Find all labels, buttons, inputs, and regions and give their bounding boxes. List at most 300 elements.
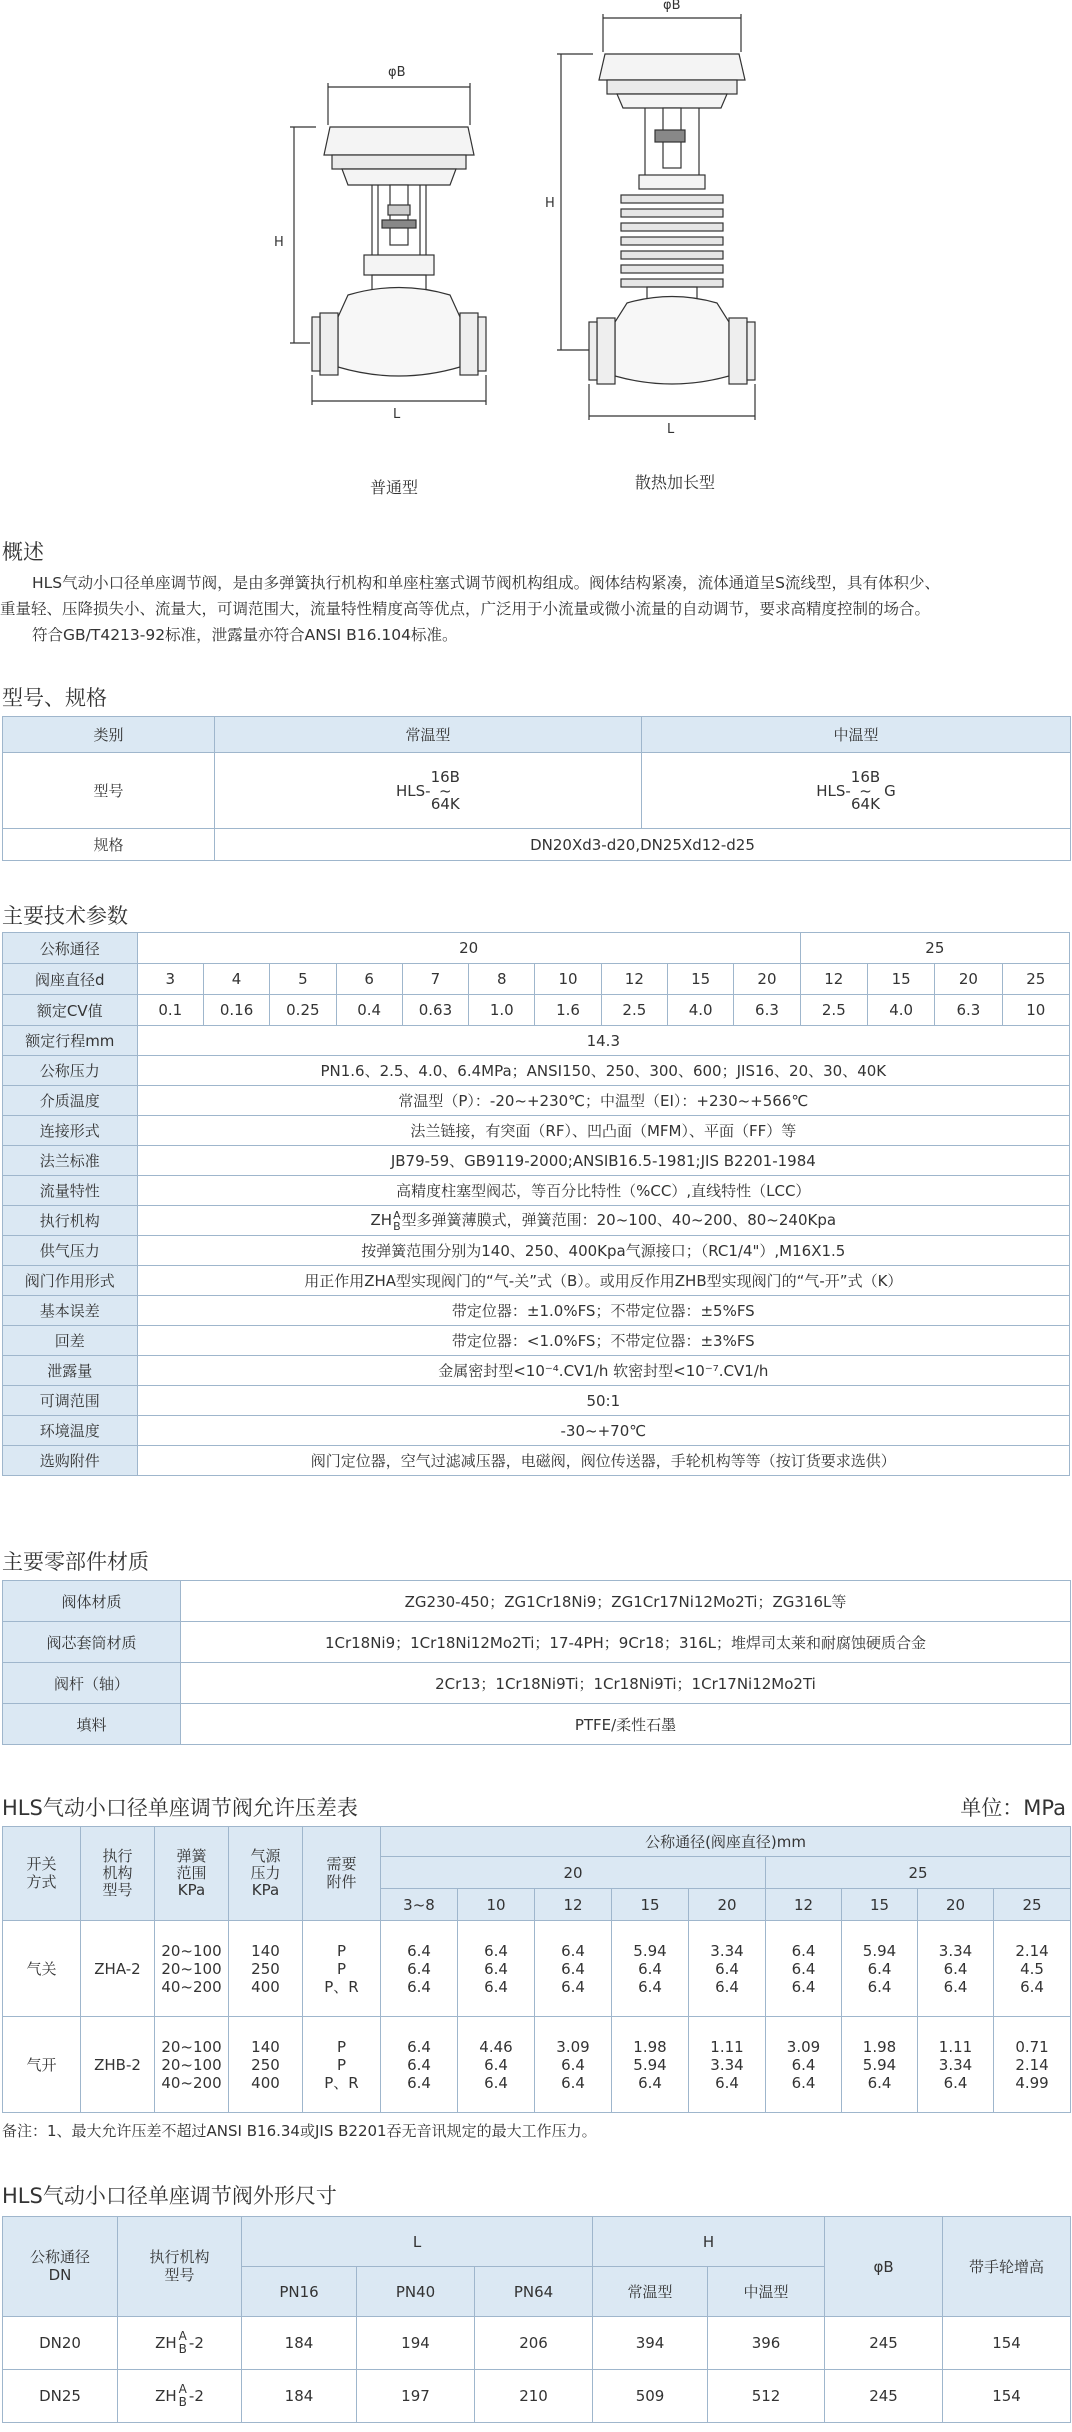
pressure-value-line: 6.4 <box>791 2055 816 2074</box>
valve-standard-drawing <box>260 55 530 455</box>
pressure-value-line: 6.4 <box>561 1977 585 1996</box>
param-label: 介质温度 <box>3 1086 138 1116</box>
param-label: 流量特性 <box>3 1176 138 1206</box>
model-tilde: ~ <box>859 781 872 800</box>
dim-l-label: L <box>393 407 401 422</box>
param-value-text: 带定位器：<1.0%FS；不带定位器：±3%FS <box>451 1332 755 1350</box>
cv-cell: 0.1 <box>137 995 203 1026</box>
pressure-spring-line: 40~200 <box>161 2073 222 2092</box>
pressure-acc-line: P、R <box>324 1977 359 1996</box>
pressure-seat-cell: 12 <box>766 1889 842 1921</box>
pressure-air-line: 140 <box>251 2037 280 2056</box>
pressure-value <box>458 2017 535 2113</box>
param-value <box>137 1266 1069 1296</box>
pressure-value-line: 6.4 <box>867 1959 892 1978</box>
param-value-text: 金属密封型<10⁻⁴.CV1/h 软密封型<10⁻⁷.CV1/h <box>438 1362 769 1380</box>
actuator-variant <box>179 2330 187 2356</box>
seat-cell: 15 <box>867 964 934 995</box>
param-value <box>137 1416 1069 1446</box>
param-label: 连接形式 <box>3 1116 138 1146</box>
dims-pn64: 210 <box>475 2370 593 2423</box>
param-value-text: 高精度柱塞型阀芯，等百分比特性（%CC）,直线特性（LCC） <box>396 1182 811 1200</box>
param-row <box>3 1416 1070 1446</box>
pressure-value <box>612 2017 689 2113</box>
dims-pn40: 197 <box>357 2370 475 2423</box>
pressure-value-line: 3.34 <box>938 1941 973 1960</box>
dims-actuator-model <box>155 2330 204 2356</box>
param-row <box>3 1056 1070 1086</box>
pressure-value-line: 4.99 <box>1015 2073 1049 2092</box>
h-acc <box>303 1827 381 1921</box>
h-spring <box>155 1827 229 1921</box>
pressure-seat-cell: 20 <box>918 1889 994 1921</box>
param-value <box>137 1146 1069 1176</box>
cv-cell: 2.5 <box>800 995 867 1026</box>
model-medium-value <box>642 753 1071 829</box>
pressure-seat-cell: 3~8 <box>381 1889 458 1921</box>
pressure-value-line: 6.4 <box>791 1977 816 1996</box>
seat-cell: 25 <box>1002 964 1069 995</box>
h-air <box>229 1827 303 1921</box>
overview-line-1: HLS气动小口径单座调节阀，是由多弹簧执行机构和单座柱塞式调节阀机构组成。阀体结构紧凑，流体通道呈S流线型，具有体积少、 <box>32 574 940 592</box>
actuator-a: A <box>178 2382 187 2396</box>
param-label: 可调范围 <box>3 1386 138 1416</box>
pressure-value-line: 6.4 <box>943 1959 968 1978</box>
dims-table <box>2 2216 1071 2423</box>
dims-pn16: 184 <box>242 2317 357 2370</box>
pressure-value <box>918 2017 994 2113</box>
material-label: 阀杆（轴） <box>3 1663 181 1704</box>
cv-cell: 1.0 <box>469 995 535 1026</box>
pressure-spring <box>155 2017 229 2113</box>
h-nominal: 公称通径(阀座直径)mm <box>381 1827 1071 1857</box>
param-value <box>137 1386 1069 1416</box>
pressure-acc-line: P <box>336 2037 347 2056</box>
pressure-mode: 气关 <box>3 1921 81 2017</box>
dim-b-label: φB <box>388 65 406 80</box>
pressure-seat-cell: 10 <box>458 1889 535 1921</box>
dims-normal: 509 <box>593 2370 708 2423</box>
pressure-value-line: 6.4 <box>484 1959 508 1978</box>
h-dn <box>3 2217 118 2317</box>
model-normal-value <box>215 753 642 829</box>
material-row <box>3 1581 1071 1622</box>
pressure-spring-line: 20~100 <box>161 2055 222 2074</box>
param-label: 额定行程mm <box>3 1026 138 1056</box>
pressure-value-line: 6.4 <box>867 2073 892 2092</box>
pressure-row <box>3 2017 1071 2113</box>
material-row <box>3 1663 1071 1704</box>
param-value-text: -30~+70℃ <box>560 1421 647 1440</box>
seat-cell: 12 <box>601 964 667 995</box>
pressure-value-line: 6.4 <box>943 1977 968 1996</box>
pressure-mode: 气开 <box>3 2017 81 2113</box>
param-label: 环境温度 <box>3 1416 138 1446</box>
h-acc-text: 需要附件 <box>326 1855 357 1891</box>
cv-cell: 2.5 <box>601 995 667 1026</box>
material-row <box>3 1704 1071 1745</box>
actuator-prefix: ZH <box>155 2334 177 2352</box>
param-row <box>3 1026 1070 1056</box>
pressure-value-line: 6.4 <box>484 1977 508 1996</box>
cv-cell: 0.16 <box>203 995 269 1026</box>
cv-cell: 4.0 <box>867 995 934 1026</box>
pressure-model: ZHA-2 <box>81 1921 155 2017</box>
params-title: 主要技术参数 <box>2 904 128 928</box>
pressure-value <box>689 2017 766 2113</box>
param-value <box>137 1086 1069 1116</box>
materials-table <box>2 1580 1071 1745</box>
actuator-suffix: -2 <box>188 2334 204 2352</box>
h-l: L <box>242 2217 593 2267</box>
pressure-value-line: 3.09 <box>556 2037 590 2056</box>
param-value-text: 阀门定位器，空气过滤减压器，电磁阀，阀位传送器，手轮机构等等（按订货要求选供） <box>310 1452 896 1470</box>
model-prefix: HLS- <box>816 781 851 800</box>
param-row <box>3 1236 1070 1266</box>
pressure-value-line: 4.5 <box>1020 1959 1044 1978</box>
pressure-value <box>918 1921 994 2017</box>
dims-pn16: 184 <box>242 2370 357 2423</box>
pressure-value-line: 6.4 <box>407 2055 431 2074</box>
h-actuator <box>118 2217 242 2317</box>
param-label: 泄露量 <box>3 1356 138 1386</box>
dims-medium: 512 <box>708 2370 825 2423</box>
param-label: 执行机构 <box>3 1206 138 1236</box>
pressure-value-line: 6.4 <box>638 2073 662 2092</box>
dims-hand: 154 <box>943 2317 1071 2370</box>
model-bottom: 64K <box>851 794 880 813</box>
param-label: 公称压力 <box>3 1056 138 1086</box>
dims-pn64: 206 <box>475 2317 593 2370</box>
pressure-value-line: 3.34 <box>710 1941 744 1960</box>
h-h: H <box>593 2217 825 2267</box>
model-table <box>2 716 1071 861</box>
valve-extended-drawing <box>545 0 805 440</box>
overview-line-2: 重量轻、压降损失小、流量大，可调范围大，流量特性精度高等优点，广泛用于小流量或微小流量的自动调节，要求高精度控制的场合。 <box>0 600 931 618</box>
pressure-value-line: 6.4 <box>484 1941 508 1960</box>
cv-cell: 10 <box>1002 995 1069 1026</box>
actuator-variant <box>179 2383 187 2409</box>
nominal-25: 25 <box>800 933 1069 964</box>
pressure-air-line: 250 <box>251 1959 280 1978</box>
pressure-value-line: 6.4 <box>715 1977 739 1996</box>
actuator-b: B <box>178 2342 187 2356</box>
cv-cell: 4.0 <box>667 995 733 1026</box>
pressure-air-line: 140 <box>251 1941 280 1960</box>
pressure-value <box>381 1921 458 2017</box>
model-top: 16B <box>430 767 460 786</box>
dims-l-sub: PN16 <box>242 2267 357 2317</box>
dims-dn: DN20 <box>3 2317 118 2370</box>
dims-hand: 154 <box>943 2370 1071 2423</box>
seat-cell: 20 <box>935 964 1002 995</box>
seat-cell: 6 <box>336 964 402 995</box>
param-value <box>137 1176 1069 1206</box>
pressure-value-line: 6.4 <box>407 1959 431 1978</box>
pressure-value-line: 6.4 <box>484 2055 508 2074</box>
param-row <box>3 1206 1070 1236</box>
pressure-air <box>229 1921 303 2017</box>
cv-cell: 0.4 <box>336 995 402 1026</box>
pressure-value-line: 5.94 <box>862 1941 897 1960</box>
dims-normal: 394 <box>593 2317 708 2370</box>
pressure-acc-line: P、R <box>324 2073 359 2092</box>
dim-l-label: L <box>667 422 675 437</box>
model-header-normal: 常温型 <box>215 717 642 753</box>
model-top: 16B <box>850 767 881 786</box>
pressure-seat-cell: 20 <box>689 1889 766 1921</box>
pressure-value-line: 2.14 <box>1015 1941 1049 1960</box>
pressure-value <box>842 1921 918 2017</box>
dims-h-sub: 常温型 <box>593 2267 708 2317</box>
pressure-value-line: 6.4 <box>715 1959 739 1978</box>
param-label: 回差 <box>3 1326 138 1356</box>
cv-cell: 6.3 <box>734 995 800 1026</box>
pressure-seat-cell: 15 <box>612 1889 689 1921</box>
pressure-value-line: 5.94 <box>633 1941 667 1960</box>
pressure-value-line: 6.4 <box>561 1959 585 1978</box>
material-label: 填料 <box>3 1704 181 1745</box>
pressure-acc-line: P <box>336 2055 347 2074</box>
seat-cell: 4 <box>203 964 269 995</box>
material-value: PTFE/柔性石墨 <box>181 1704 1071 1745</box>
model-row-label: 型号 <box>3 753 215 829</box>
h-20: 20 <box>381 1857 766 1889</box>
pressure-value-line: 5.94 <box>862 2055 897 2074</box>
pressure-value-line: 6.4 <box>561 2055 585 2074</box>
pressure-note: 备注：1、最大允许压差不超过ANSI B16.34或JIS B2201吞无音讯规定的最大工作压力。 <box>2 2122 597 2140</box>
pressure-value-line: 6.4 <box>561 2073 585 2092</box>
param-value <box>137 1326 1069 1356</box>
material-label: 阀芯套筒材质 <box>3 1622 181 1663</box>
pressure-air <box>229 2017 303 2113</box>
param-row <box>3 1326 1070 1356</box>
pressure-value <box>994 2017 1071 2113</box>
param-value <box>137 1056 1069 1086</box>
dims-b: 245 <box>825 2370 943 2423</box>
materials-title: 主要零部件材质 <box>2 1550 149 1574</box>
pressure-seat-cell: 15 <box>842 1889 918 1921</box>
param-value <box>137 1296 1069 1326</box>
param-value-text: JB79-59、GB9119-2000;ANSIB16.5-1981;JIS B2201-1984 <box>390 1152 816 1170</box>
pressure-value-line: 1.11 <box>710 2037 744 2056</box>
material-value: ZG230-450；ZG1Cr18Ni9；ZG1Cr17Ni12Mo2Ti；ZG316L等 <box>181 1581 1071 1622</box>
param-row <box>3 1296 1070 1326</box>
dim-h-label: H <box>274 235 284 250</box>
pressure-seat-cell: 25 <box>994 1889 1071 1921</box>
param-value-text: 用正作用ZHA型实现阀门的“气-关”式（B）。或用反作用ZHB型实现阀门的“气-开”式（K） <box>304 1272 903 1290</box>
actuator-b: B <box>178 2395 187 2409</box>
pressure-acc <box>303 2017 381 2113</box>
param-value <box>137 1116 1069 1146</box>
pressure-value-line: 5.94 <box>633 2055 667 2074</box>
cv-label: 额定CV值 <box>3 995 138 1026</box>
param-label: 法兰标准 <box>3 1146 138 1176</box>
pressure-unit: 单位：MPa <box>960 1796 1066 1820</box>
dims-h-sub: 中温型 <box>708 2267 825 2317</box>
pressure-value-line: 4.46 <box>479 2037 513 2056</box>
pressure-value-line: 6.4 <box>407 2073 431 2092</box>
pressure-value-line: 6.4 <box>561 1941 585 1960</box>
pressure-spring <box>155 1921 229 2017</box>
drawing-caption: 散热加长型 <box>635 473 716 492</box>
pressure-table <box>2 1826 1071 2113</box>
pressure-value <box>689 1921 766 2017</box>
model-header-medium: 中温型 <box>642 717 1071 753</box>
pressure-value-line: 3.09 <box>786 2037 821 2056</box>
param-row <box>3 1446 1070 1476</box>
h-switch-text: 开关方式 <box>26 1855 57 1891</box>
param-label: 阀门作用形式 <box>3 1266 138 1296</box>
actuator-suffix: -2 <box>188 2387 204 2405</box>
seat-cell: 12 <box>800 964 867 995</box>
dims-l-sub: PN40 <box>357 2267 475 2317</box>
param-row <box>3 1356 1070 1386</box>
pressure-air-line: 250 <box>251 2055 280 2074</box>
dims-row <box>3 2370 1071 2423</box>
pressure-value-line: 6.4 <box>943 2073 968 2092</box>
pressure-value-line: 6.4 <box>791 1941 816 1960</box>
seat-cell: 7 <box>402 964 468 995</box>
dims-title: HLS气动小口径单座调节阀外形尺寸 <box>2 2184 337 2208</box>
h-25: 25 <box>766 1857 1071 1889</box>
seat-label: 阀座直径d <box>3 964 138 995</box>
pressure-acc-line: P <box>336 1959 347 1978</box>
nominal-20: 20 <box>137 933 800 964</box>
dims-b: 245 <box>825 2317 943 2370</box>
pressure-title: HLS气动小口径单座调节阀允许压差表 <box>2 1796 358 1820</box>
param-value-text: ZH A B 型多弹簧薄膜式，弹簧范围：20~100、40~200、80~240Kpa <box>370 1208 837 1233</box>
pressure-value-line: 3.34 <box>938 2055 973 2074</box>
pressure-acc-line: P <box>336 1941 347 1960</box>
pressure-value-line: 6.4 <box>1020 1977 1044 1996</box>
pressure-value <box>535 1921 612 2017</box>
pressure-value-line: 6.4 <box>484 2073 508 2092</box>
param-value-text: 法兰链接，有突面（RF）、凹凸面（MFM）、平面（FF）等 <box>410 1122 797 1140</box>
pressure-value <box>994 1921 1071 2017</box>
cv-cell: 0.25 <box>270 995 336 1026</box>
model-prefix: HLS- <box>396 781 431 800</box>
h-dn-text: 公称通径DN <box>29 2248 90 2284</box>
overview-line-3: 符合GB/T4213-92标准，泄露量亦符合ANSI B16.104标准。 <box>32 626 458 644</box>
dims-row <box>3 2317 1071 2370</box>
pressure-value-line: 6.4 <box>638 1959 662 1978</box>
param-value-text: 按弹簧范围分别为140、250、400Kpa气源接口；（RC1/4"）,M16X1.5 <box>361 1242 846 1260</box>
h-spring-text: 弹簧范围KPa <box>176 1846 207 1900</box>
spec-value: DN20Xd3-d20,DN25Xd12-d25 <box>215 829 1071 861</box>
param-row <box>3 1146 1070 1176</box>
pressure-value-line: 6.4 <box>867 1977 892 1996</box>
model-header-category: 类别 <box>3 717 215 753</box>
pressure-value <box>766 1921 842 2017</box>
pressure-acc <box>303 1921 381 2017</box>
param-row <box>3 1116 1070 1146</box>
pressure-value-line: 0.71 <box>1015 2037 1049 2056</box>
pressure-value-line: 6.4 <box>407 1977 431 1996</box>
material-value: 1Cr18Ni9；1Cr18Ni12Mo2Ti；17-4PH；9Cr18；316L；堆焊司太莱和耐腐蚀硬质合金 <box>181 1622 1071 1663</box>
cv-cell: 0.63 <box>402 995 468 1026</box>
pressure-value-line: 6.4 <box>791 2073 816 2092</box>
param-value <box>137 1206 1069 1236</box>
param-value <box>137 1446 1069 1476</box>
dims-actuator <box>118 2370 242 2423</box>
spec-row-label: 规格 <box>3 829 215 861</box>
pressure-value <box>766 2017 842 2113</box>
overview-title: 概述 <box>2 540 44 564</box>
drawing-caption: 普通型 <box>370 478 419 497</box>
model-suffix: G <box>884 781 896 800</box>
param-label: 供气压力 <box>3 1236 138 1266</box>
pressure-value-line: 1.98 <box>633 2037 667 2056</box>
overview-text <box>0 570 1072 648</box>
dims-l-sub: PN64 <box>475 2267 593 2317</box>
param-value-text: PN1.6、2.5、4.0、6.4MPa；ANSI150、250、300、600；JIS16、20、30、40K <box>320 1062 887 1080</box>
pressure-value-line: 6.4 <box>715 2073 739 2092</box>
dims-actuator <box>118 2317 242 2370</box>
h-actuator-text: 执行机构型号 <box>102 1846 133 1900</box>
pressure-value-line: 6.4 <box>791 1959 816 1978</box>
model-bottom: 64K <box>430 794 460 813</box>
pressure-value-line: 6.4 <box>638 1977 662 1996</box>
h-actuator-text: 执行机构型号 <box>149 2248 210 2284</box>
material-row <box>3 1622 1071 1663</box>
pressure-spring-line: 20~100 <box>161 1959 222 1978</box>
param-value-text: 14.3 <box>586 1031 620 1050</box>
model-tilde: ~ <box>439 781 452 800</box>
param-row <box>3 1266 1070 1296</box>
drawing-extended <box>545 0 805 500</box>
param-value-text: 带定位器：±1.0%FS；不带定位器：±5%FS <box>451 1302 755 1320</box>
pressure-air-line: 400 <box>251 2073 280 2092</box>
dims-pn40: 194 <box>357 2317 475 2370</box>
material-label: 阀体材质 <box>3 1581 181 1622</box>
dims-medium: 396 <box>708 2317 825 2370</box>
h-actuator <box>81 1827 155 1921</box>
param-value <box>137 1236 1069 1266</box>
model-title: 型号、规格 <box>2 686 107 710</box>
pressure-spring-line: 40~200 <box>161 1977 222 1996</box>
param-value-text: 50:1 <box>586 1391 621 1410</box>
pressure-value-line: 3.34 <box>710 2055 744 2074</box>
dims-dn: DN25 <box>3 2370 118 2423</box>
h-switch <box>3 1827 81 1921</box>
param-row <box>3 1176 1070 1206</box>
actuator-variant: A B <box>393 1208 401 1233</box>
seat-cell: 20 <box>734 964 800 995</box>
cv-cell: 6.3 <box>935 995 1002 1026</box>
param-value-text: 常温型（P）：-20~+230℃；中温型（EI）：+230~+566℃ <box>398 1092 809 1110</box>
pressure-model: ZHB-2 <box>81 2017 155 2113</box>
pressure-air-line: 400 <box>251 1977 280 1996</box>
pressure-value <box>612 1921 689 2017</box>
cv-cell: 1.6 <box>535 995 601 1026</box>
pressure-value <box>458 1921 535 2017</box>
param-label: 基本误差 <box>3 1296 138 1326</box>
seat-cell: 5 <box>270 964 336 995</box>
pressure-value-line: 1.11 <box>938 2037 973 2056</box>
param-row <box>3 1386 1070 1416</box>
h-hand: 带手轮增高 <box>943 2217 1071 2317</box>
pressure-value-line: 6.4 <box>407 1941 431 1960</box>
pressure-seat-cell: 12 <box>535 1889 612 1921</box>
dims-actuator-model <box>155 2383 204 2409</box>
seat-cell: 8 <box>469 964 535 995</box>
param-row <box>3 1086 1070 1116</box>
pressure-value <box>842 2017 918 2113</box>
param-value <box>137 1026 1069 1056</box>
material-value: 2Cr13；1Cr18Ni9Ti；1Cr18Ni9Ti；1Cr17Ni12Mo2Ti <box>181 1663 1071 1704</box>
pressure-spring-line: 20~100 <box>161 1941 222 1960</box>
